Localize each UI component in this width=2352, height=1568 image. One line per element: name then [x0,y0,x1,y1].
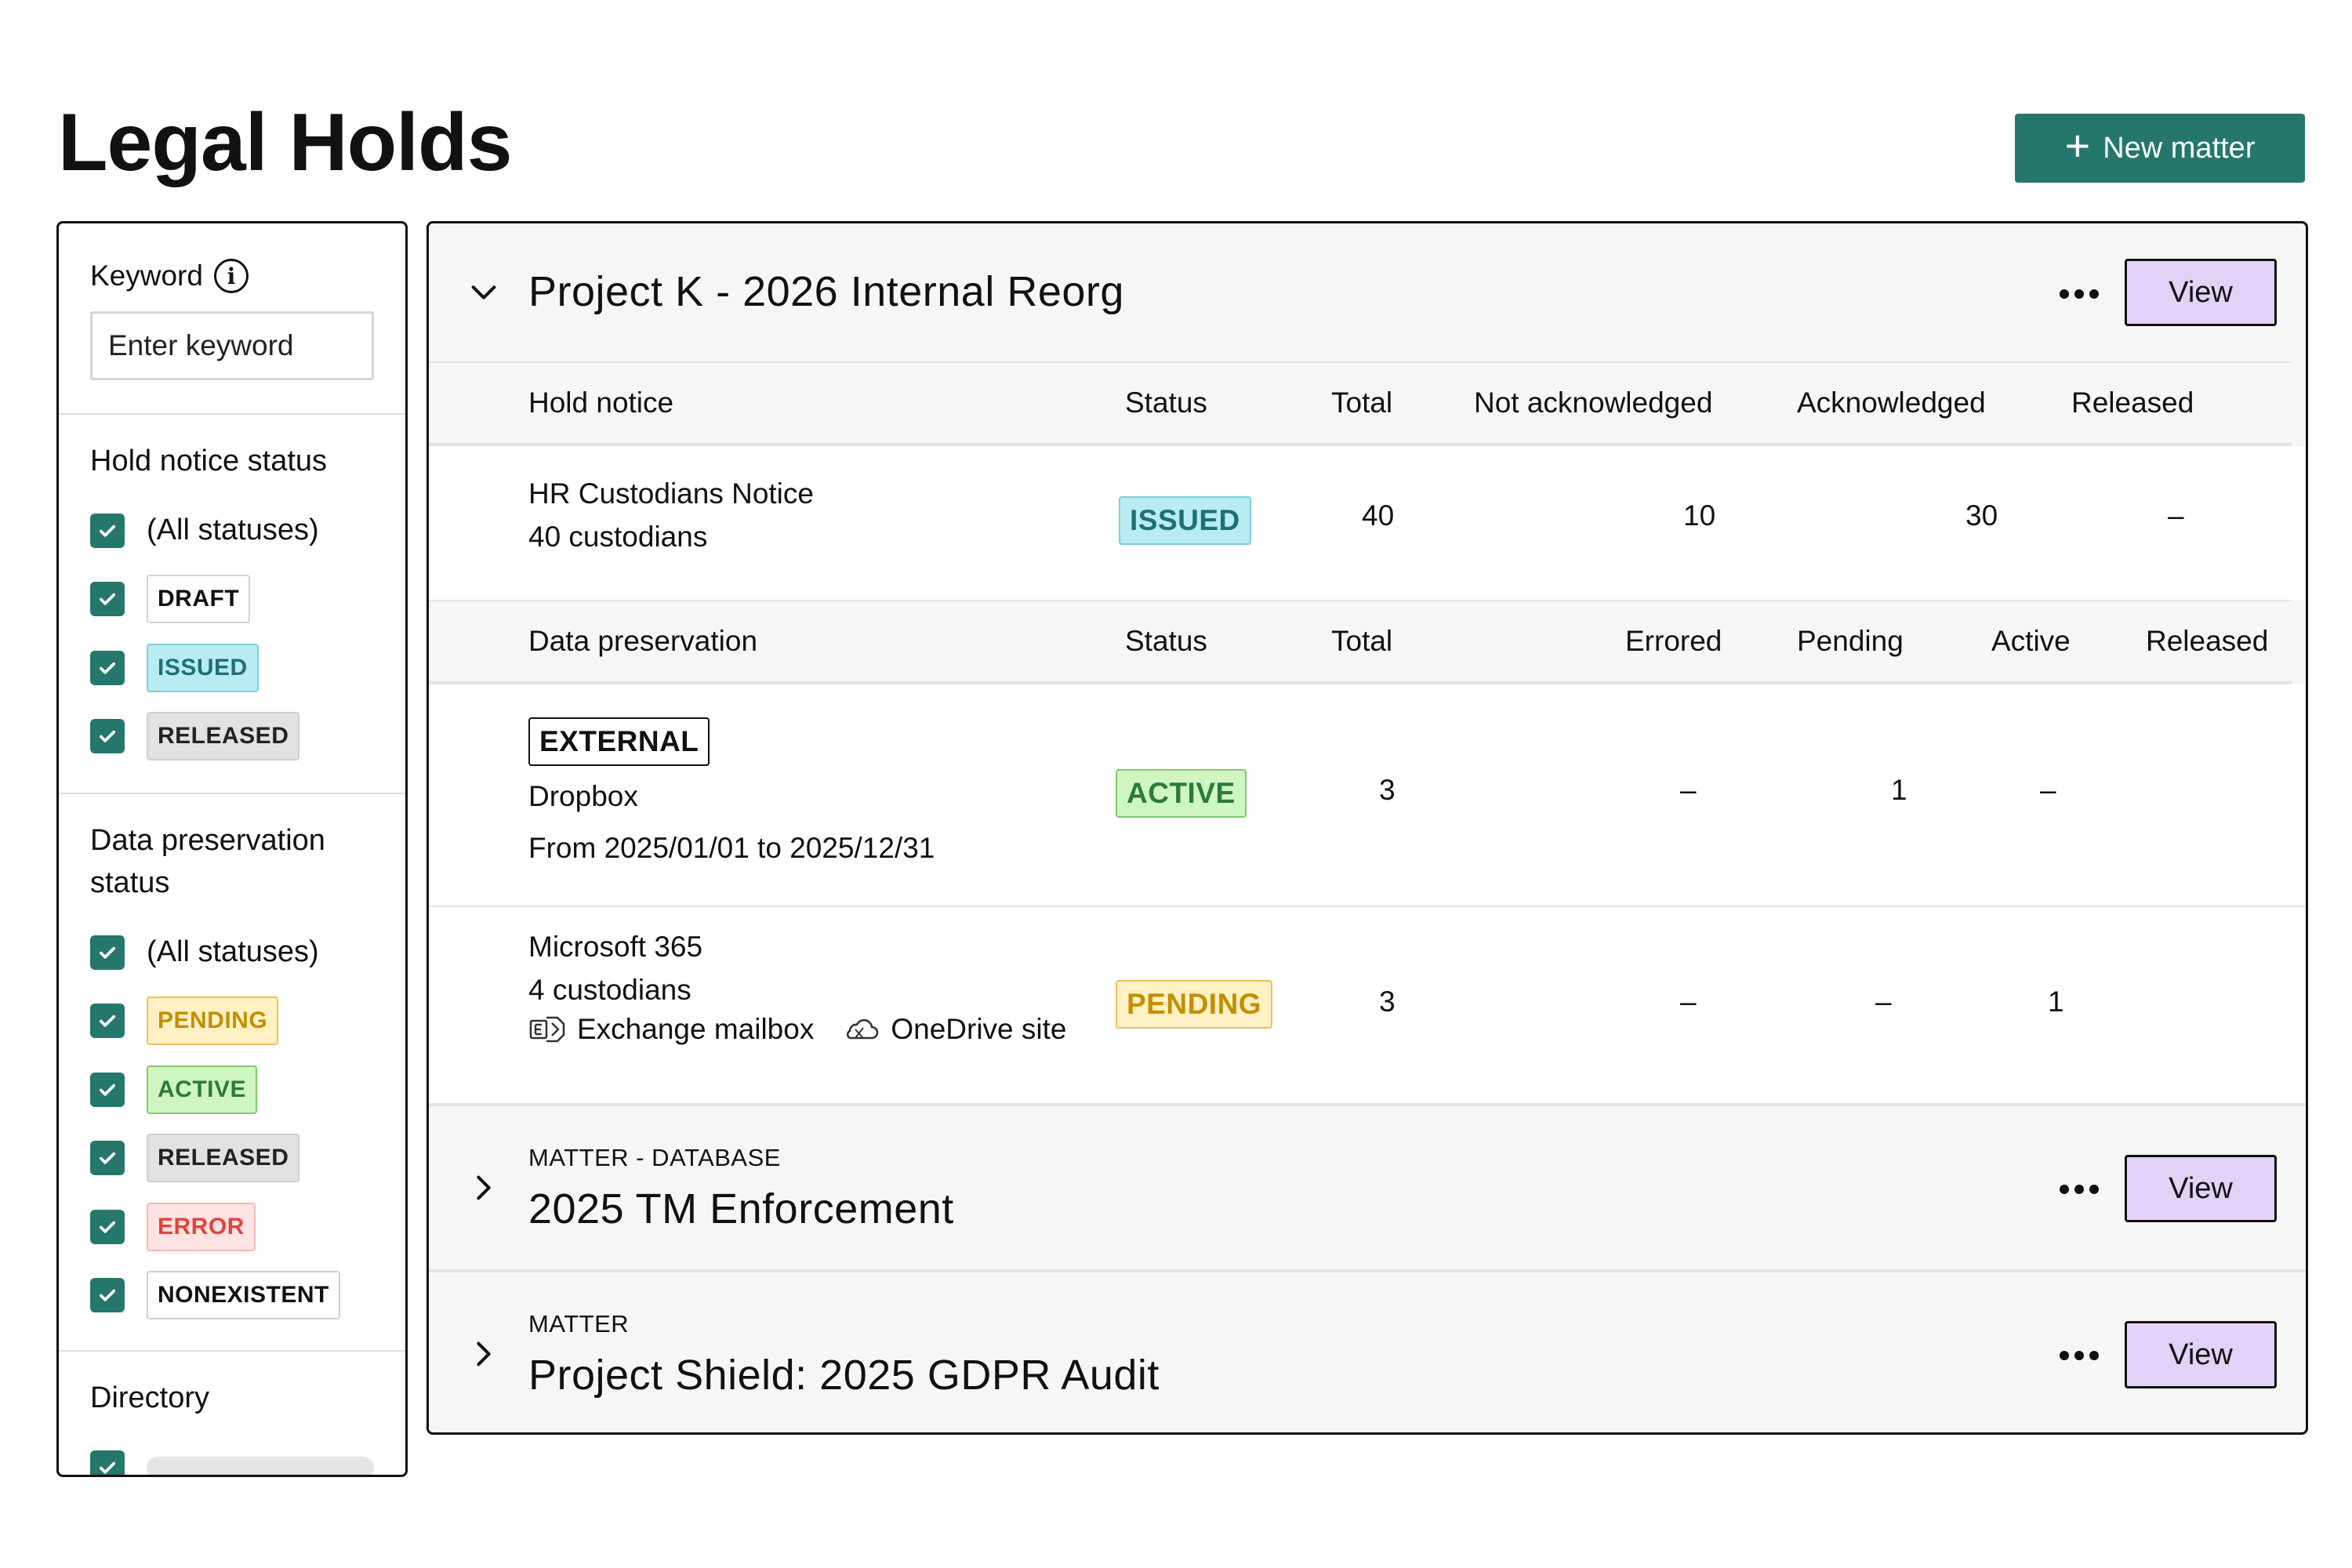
view-button[interactable]: View [2125,1321,2277,1388]
preservation-status-title: Data preservation status [90,824,325,899]
matter-title[interactable]: Project Shield: 2025 GDPR Audit [528,1352,1160,1399]
checkbox-checked-icon[interactable] [90,719,125,753]
preservation-status-error[interactable] [90,1192,374,1261]
column-header: Active [1991,625,2071,657]
preservation-status-released[interactable] [90,1124,374,1193]
checkbox-checked-icon[interactable] [90,935,125,970]
keyword-section [59,255,405,415]
total-value: 3 [1379,774,1396,806]
new-matter-button[interactable] [2015,114,2305,183]
column-header: Total [1331,387,1393,419]
status-badge: ERROR [147,1203,256,1251]
matter-subtitle: MATTER - DATABASE [528,1144,781,1171]
preservation-table-header [429,600,2292,684]
keyword-input[interactable] [90,311,374,380]
hold-notice-name[interactable]: HR Custodians Notice [528,477,814,510]
checkbox-checked-icon[interactable] [90,582,125,616]
checkbox-checked-icon[interactable] [90,1450,125,1477]
preservation-status-active[interactable] [90,1055,374,1124]
checkbox-checked-icon[interactable] [90,514,125,548]
plus-icon: + [2064,121,2091,170]
preservation-status-all[interactable] [90,918,374,987]
status-badge: DRAFT [147,575,250,623]
matters-panel [426,221,2308,1435]
column-header: Released [2146,625,2269,657]
hold-status-section [59,440,405,794]
preservation-sub: From 2025/01/01 to 2025/12/31 [528,832,935,864]
filter-sidebar [56,221,408,1477]
column-header: Not acknowledged [1474,387,1713,419]
new-matter-label: New matter [2103,131,2256,165]
errored-value: – [1680,985,1697,1018]
source-list [528,1013,1066,1046]
preservation-name[interactable]: Microsoft 365 [528,931,703,963]
matter-header[interactable] [429,1106,2306,1269]
directory-section [59,1377,405,1477]
hold-status-issued[interactable] [90,633,374,702]
total-value: 40 [1362,499,1395,532]
more-options-icon[interactable] [2060,286,2107,302]
matter-header[interactable] [429,1272,2306,1435]
source-label: OneDrive site [891,1013,1067,1045]
status-badge: ACTIVE [1116,769,1247,818]
hold-status-title: Hold notice status [90,445,328,477]
source-tag-badge: EXTERNAL [528,717,710,766]
status-badge: RELEASED [147,1134,299,1182]
preservation-status-nonexistent[interactable] [90,1261,374,1330]
matter-header[interactable] [429,223,2306,361]
released-value: – [2168,499,2184,532]
column-header: Pending [1797,625,1904,657]
column-header: Acknowledged [1797,387,1986,419]
more-options-icon[interactable] [2060,1348,2107,1363]
directory-item[interactable] [90,1433,374,1477]
source-label: Exchange mailbox [577,1013,815,1045]
active-value: 1 [2048,985,2064,1018]
exchange-mailbox-icon [528,1014,566,1045]
column-header: Data preservation [528,625,758,657]
column-header: Total [1331,625,1393,657]
column-header: Released [2071,387,2194,419]
more-options-icon[interactable] [2060,1181,2107,1197]
status-badge: ACTIVE [147,1065,257,1114]
chevron-down-icon[interactable] [468,277,499,308]
checkbox-checked-icon[interactable] [90,1278,125,1312]
directory-title: Directory [90,1381,210,1414]
hold-status-draft[interactable] [90,565,374,634]
checkbox-checked-icon[interactable] [90,1004,125,1038]
table-row[interactable] [429,684,2308,906]
column-header: Status [1125,387,1207,419]
view-button[interactable]: View [2125,1155,2277,1222]
info-icon[interactable]: i [214,259,249,293]
active-value: – [2040,774,2056,806]
hold-status-all[interactable] [90,496,374,565]
not-acknowledged-value: 10 [1683,499,1716,532]
status-badge: ISSUED [1119,496,1251,545]
status-badge: RELEASED [147,712,299,760]
onedrive-source [842,1013,1066,1046]
total-value: 3 [1379,985,1396,1018]
preservation-name[interactable]: Dropbox [528,780,638,812]
chevron-right-icon[interactable] [468,1172,499,1203]
column-header: Errored [1625,625,1722,657]
acknowledged-value: 30 [1965,499,1998,532]
loading-placeholder [147,1457,374,1477]
checkbox-checked-icon[interactable] [90,1073,125,1107]
checkbox-checked-icon[interactable] [90,1210,125,1244]
preservation-status-section [59,819,405,1352]
keyword-label: Keyword [90,260,203,292]
column-header: Hold notice [528,387,674,419]
errored-value: – [1680,774,1697,806]
table-row[interactable] [429,446,2308,600]
matter-title[interactable]: Project K - 2026 Internal Reorg [528,268,1124,315]
hold-status-all-label: (All statuses) [147,514,319,547]
column-header: Status [1125,625,1207,657]
pending-value: – [1875,985,1892,1018]
preservation-sub: 4 custodians [528,974,691,1006]
matter-title[interactable]: 2025 TM Enforcement [528,1185,954,1232]
preservation-status-pending[interactable] [90,987,374,1056]
status-badge: PENDING [147,996,278,1045]
exchange-source [528,1013,814,1046]
status-badge: PENDING [1116,980,1272,1029]
checkbox-checked-icon[interactable] [90,651,125,685]
checkbox-checked-icon[interactable] [90,1141,125,1175]
matter-subtitle: MATTER [528,1310,630,1338]
status-badge: NONEXISTENT [147,1271,340,1319]
pending-value: 1 [1891,774,1907,806]
table-row[interactable] [429,907,2308,1103]
onedrive-cloud-icon [842,1014,880,1045]
preservation-status-all-label: (All statuses) [147,935,319,969]
view-button[interactable]: View [2125,259,2277,326]
chevron-right-icon[interactable] [468,1338,499,1370]
hold-table-header [429,361,2292,446]
page-title: Legal Holds [58,97,512,188]
hold-notice-sub: 40 custodians [528,521,708,553]
status-badge: ISSUED [147,644,259,692]
hold-status-released[interactable] [90,702,374,771]
